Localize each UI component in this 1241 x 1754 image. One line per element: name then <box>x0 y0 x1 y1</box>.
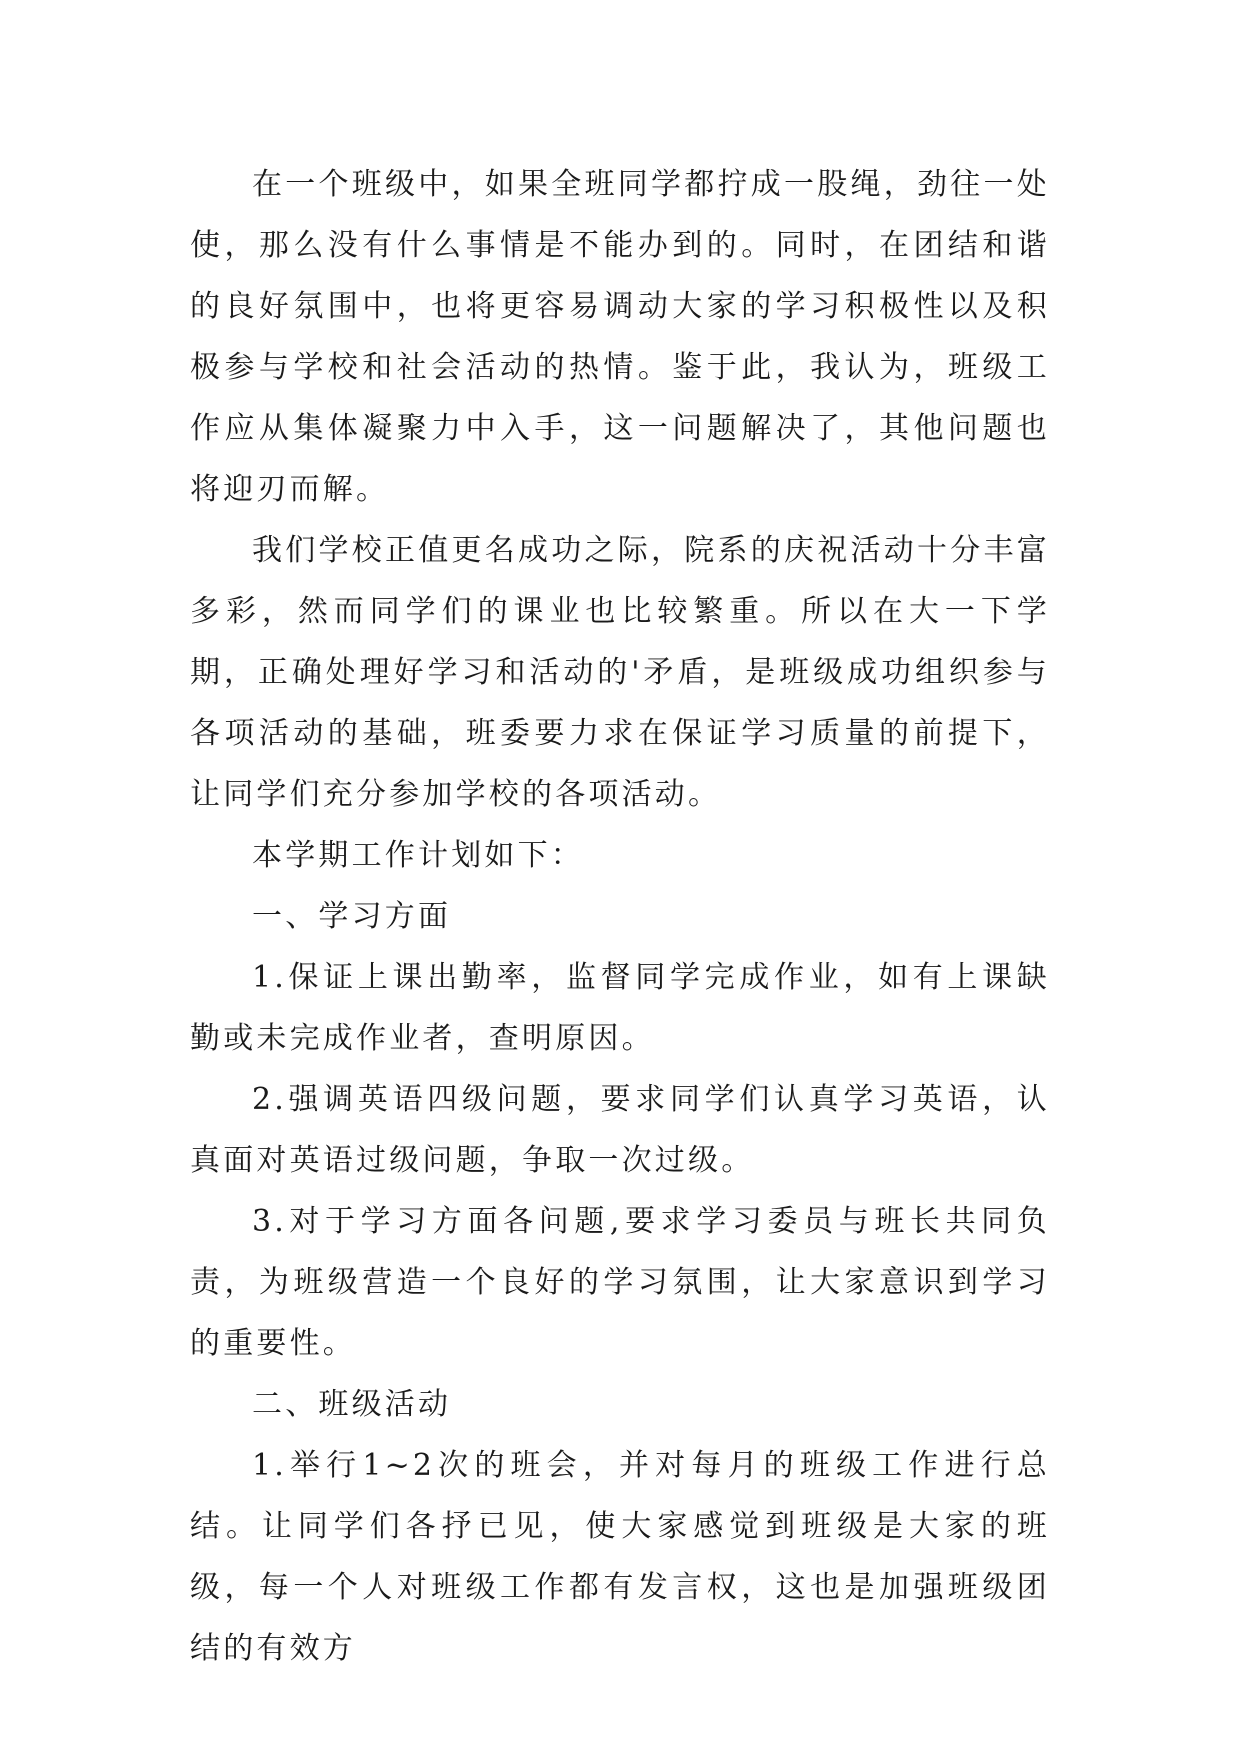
paragraph-class-unity: 在一个班级中，如果全班同学都拧成一股绳，劲往一处使，那么没有什么事情是不能办到的。同时，在团结和谐的良好氛围中，也将更容易调动大家的学习积极性以及积极参与学校和社会活动的热情。鉴于此，我认为，班级工作应从集体凝聚力中入手，这一问题解决了，其他问题也将迎刃而解。 <box>190 167 1050 507</box>
study-item-3: 3.对于学习方面各问题,要求学习委员与班长共同负责，为班级营造一个良好的学习氛围，让大家意识到学习的重要性。 <box>190 1204 1050 1361</box>
section-heading-study: 一、学习方面 <box>252 899 452 934</box>
study-item-1: 1.保证上课出勤率，监督同学完成作业，如有上课缺勤或未完成作业者，查明原因。 <box>190 960 1050 1056</box>
activities-item-1: 1.举行1~2次的班会，并对每月的班级工作进行总结。让同学们各抒已见，使大家感觉到班级是大家的班级，每一个人对班级工作都有发言权，这也是加强班级团结的有效方 <box>190 1448 1050 1666</box>
document-body <box>190 154 1050 1679</box>
paragraph-study-and-activities: 我们学校正值更名成功之际，院系的庆祝活动十分丰富多彩，然而同学们的课业也比较繁重。所以在大一下学期，正确处理好学习和活动的'矛盾，是班级成功组织参与各项活动的基础，班委要力求在保证学习质量的前提下，让同学们充分参加学校的各项活动。 <box>190 533 1050 812</box>
paragraph-plan-intro: 本学期工作计划如下： <box>252 838 584 873</box>
study-item-2: 2.强调英语四级问题，要求同学们认真学习英语，认真面对英语过级问题，争取一次过级。 <box>190 1082 1050 1178</box>
section-heading-activities: 二、班级活动 <box>252 1387 452 1422</box>
